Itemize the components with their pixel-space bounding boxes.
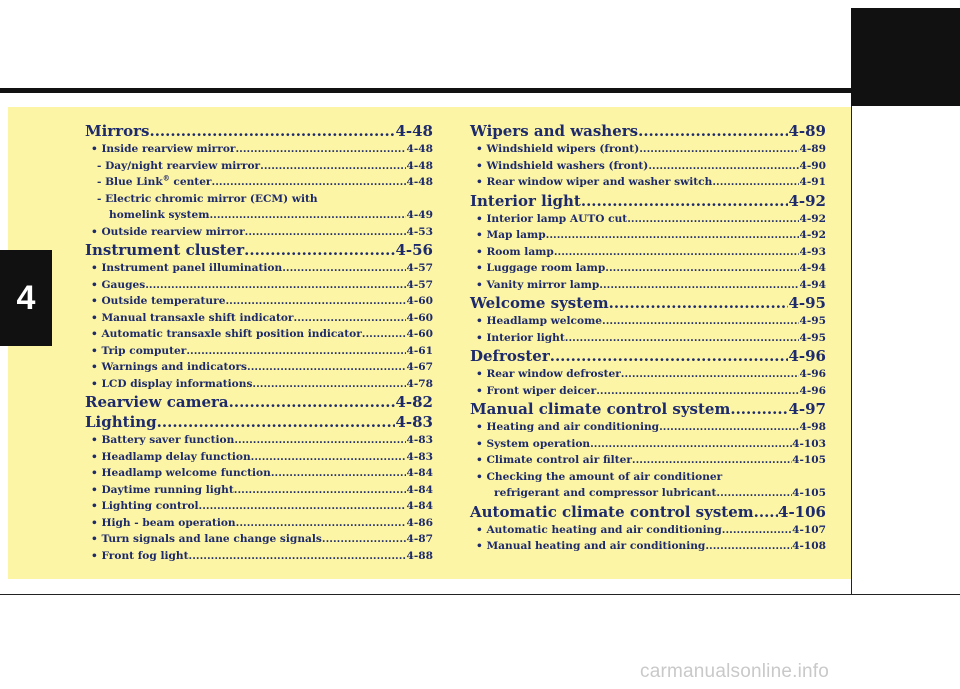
toc-page: 4-108: [792, 540, 826, 552]
toc-label: • Automatic transaxle shift position indicator: [91, 328, 362, 340]
toc-heading-rearview-camera[interactable]: [85, 392, 433, 412]
toc-label: • High - beam operation: [91, 516, 236, 529]
toc-item-warnings[interactable]: [85, 359, 433, 376]
toc-item-electric-chromic[interactable]: - Electric chromic mirror (ECM) with: [97, 192, 318, 205]
toc-label: • Manual transaxle shift indicator: [91, 311, 294, 324]
toc-label: Interior light: [470, 191, 581, 210]
toc-item-manual-shift[interactable]: [85, 310, 433, 327]
toc-page: 4-106: [778, 502, 826, 521]
toc-page: 4-89: [799, 143, 826, 155]
toc-item-lighting-control[interactable]: [85, 498, 433, 515]
toc-item-checking[interactable]: • Checking the amount of air conditioner: [476, 470, 723, 483]
toc-item-room-lamp[interactable]: [470, 244, 826, 261]
toc-label: • Front fog light: [91, 549, 189, 562]
toc-page: 4-78: [406, 377, 433, 390]
right-rule: [851, 106, 852, 595]
toc-page: 4-83: [406, 434, 433, 446]
toc-item-gauges[interactable]: [85, 277, 433, 294]
toc-item-wiper-deicer[interactable]: [470, 383, 826, 400]
toc-label: • Interior light: [476, 331, 565, 344]
toc-item-refrigerant[interactable]: [470, 485, 826, 502]
toc-item-headlamp-delay[interactable]: [85, 449, 433, 466]
toc-label-suffix: center: [169, 176, 212, 188]
toc-page: 4-53: [406, 225, 433, 238]
toc-label: • Trip computer: [91, 344, 187, 357]
toc-page: 4-60: [406, 328, 433, 340]
toc-page: 4-95: [788, 294, 826, 312]
toc-page: 4-83: [406, 450, 433, 463]
toc-label: Lighting: [85, 413, 157, 431]
toc-label: Wipers and washers: [470, 122, 639, 140]
toc-page: 4-48: [406, 159, 433, 172]
toc-page: 4-96: [799, 384, 826, 397]
toc-page: 4-48: [406, 143, 433, 155]
toc-label: • Automatic heating and air conditioning: [476, 523, 722, 536]
toc-heading-auto-climate[interactable]: [470, 502, 826, 522]
toc-page: 4-87: [406, 533, 433, 545]
chapter-number: 4: [16, 278, 36, 317]
toc-label: • Gauges: [91, 278, 146, 291]
toc-item-daytime[interactable]: [85, 482, 433, 499]
toc-item-high-beam[interactable]: [85, 515, 433, 532]
toc-page: 4-61: [406, 344, 433, 357]
toc-item-inside-rearview[interactable]: [85, 141, 433, 158]
watermark-text: carmanualsonline.info: [640, 661, 830, 682]
toc-label: • Map lamp: [476, 229, 546, 241]
toc-label: • Heating and air conditioning: [476, 421, 660, 433]
toc-label: Instrument cluster: [85, 241, 245, 259]
toc-label: • Room lamp: [476, 245, 554, 258]
toc-label: • Rear window defroster: [476, 368, 621, 380]
toc-page: 4-86: [406, 516, 433, 529]
toc-item-heating-ac[interactable]: [470, 419, 826, 436]
toc-item-interior-light-sub[interactable]: [470, 330, 826, 347]
toc-label: Automatic climate control system: [470, 502, 754, 521]
toc-label: • Instrument panel illumination: [91, 262, 283, 274]
toc-page: 4-60: [406, 295, 433, 307]
toc-item-windshield-washers[interactable]: [470, 158, 826, 175]
toc-item-lcd[interactable]: [85, 376, 433, 393]
toc-label: Mirrors: [85, 122, 150, 140]
toc-label: • Outside temperature: [91, 295, 226, 307]
toc-item-battery-saver[interactable]: [85, 432, 433, 449]
toc-page: 4-92: [788, 191, 826, 210]
toc-item-windshield-wipers[interactable]: [470, 141, 826, 158]
toc-label: refrigerant and compressor lubricant: [494, 487, 717, 499]
toc-page: 4-48: [406, 176, 433, 188]
toc-label: • Lighting control: [91, 500, 199, 512]
toc-item-system-operation[interactable]: [470, 436, 826, 453]
toc-page: 4-83: [395, 413, 433, 431]
toc-item-rear-wiper[interactable]: [470, 174, 826, 191]
toc-item-outside-rearview[interactable]: [85, 224, 433, 241]
top-rule: [0, 88, 960, 93]
toc-page: 4-56: [395, 241, 433, 259]
toc-label: • System operation: [476, 437, 591, 450]
toc-left-column: [85, 121, 433, 564]
toc-right-column: [470, 121, 826, 555]
toc-heading-lighting[interactable]: [85, 412, 433, 432]
toc-item-homelink[interactable]: [85, 207, 433, 224]
toc-label: Defroster: [470, 347, 550, 365]
toc-label: • Windshield wipers (front): [476, 143, 640, 155]
toc-page: 4-48: [395, 122, 433, 140]
toc-item-air-filter[interactable]: [470, 452, 826, 469]
toc-label: • Climate control air filter: [476, 454, 632, 466]
toc-heading-defroster[interactable]: [470, 346, 826, 366]
toc-page: 4-84: [406, 483, 433, 496]
toc-page: 4-97: [788, 400, 826, 418]
toc-item-vanity-lamp[interactable]: [470, 277, 826, 294]
toc-label: • Luggage room lamp: [476, 262, 606, 274]
toc-label: • Windshield washers (front): [476, 159, 649, 172]
toc-label: - Blue Link: [97, 176, 163, 188]
toc-item-luggage-lamp[interactable]: [470, 260, 826, 277]
toc-page: 4-105: [792, 454, 826, 466]
toc-page: 4-60: [406, 311, 433, 324]
toc-label: • Rear window wiper and washer switch: [476, 176, 713, 188]
toc-page: 4-95: [799, 315, 826, 327]
toc-item-trip-computer[interactable]: [85, 343, 433, 360]
toc-item-manual-heating[interactable]: [470, 538, 826, 555]
toc-label: • LCD display informations: [91, 377, 253, 390]
toc-item-turn-signals[interactable]: [85, 531, 433, 548]
toc-item-rear-defroster[interactable]: [470, 366, 826, 383]
toc-label: - Day/night rearview mirror: [97, 159, 261, 172]
toc-item-blue-link[interactable]: [85, 174, 433, 191]
toc-page: 4-88: [406, 549, 433, 562]
toc-page: 4-94: [799, 262, 826, 274]
toc-item-outside-temperature[interactable]: [85, 293, 433, 310]
toc-label: • Turn signals and lane change signals: [91, 533, 322, 545]
toc-page: 4-57: [406, 262, 433, 274]
toc-item-map-lamp[interactable]: [470, 227, 826, 244]
toc-page: 4-96: [788, 347, 826, 365]
toc-label: • Interior lamp AUTO cut: [476, 212, 628, 225]
toc-page: 4-84: [406, 467, 433, 479]
toc-page: 4-49: [406, 209, 433, 221]
toc-item-headlamp-welcome-fn[interactable]: [85, 465, 433, 482]
toc-heading-welcome[interactable]: [470, 293, 826, 313]
toc-page: 4-103: [792, 437, 826, 450]
chapter-tab[interactable]: [0, 250, 52, 346]
toc-label: Manual climate control system: [470, 400, 731, 418]
toc-page: 4-98: [799, 421, 826, 433]
toc-page: 4-96: [799, 368, 826, 380]
toc-label: homelink system: [109, 209, 210, 221]
toc-page: 4-90: [799, 159, 826, 172]
toc-label: Welcome system: [470, 294, 609, 312]
toc-item-headlamp-welcome[interactable]: [470, 313, 826, 330]
toc-item-front-fog[interactable]: [85, 548, 433, 565]
toc-page: 4-105: [792, 487, 826, 499]
toc-label: Rearview camera: [85, 393, 229, 411]
toc-page: 4-67: [406, 361, 433, 373]
toc-label: • Front wiper deicer: [476, 384, 597, 397]
toc-label: • Warnings and indicators: [91, 361, 248, 373]
toc-heading-mirrors[interactable]: [85, 121, 433, 141]
toc-label: • Vanity mirror lamp: [476, 278, 600, 291]
toc-heading-interior-light[interactable]: [470, 191, 826, 211]
registered-mark: ®: [162, 173, 170, 183]
toc-page: 4-91: [799, 176, 826, 188]
corner-block: [851, 8, 960, 106]
toc-label: • Headlamp delay function: [91, 450, 251, 463]
toc-page: 4-82: [395, 393, 433, 411]
toc-label: • Inside rearview mirror: [91, 143, 236, 155]
toc-page: 4-89: [788, 122, 826, 140]
toc-page: 4-92: [799, 229, 826, 241]
toc-heading-instrument[interactable]: [85, 240, 433, 260]
toc-label: • Manual heating and air conditioning: [476, 540, 706, 552]
toc-page: 4-93: [799, 245, 826, 258]
toc-heading-wipers[interactable]: [470, 121, 826, 141]
toc-page: 4-107: [792, 523, 826, 536]
toc-page: 4-95: [799, 331, 826, 344]
toc-page: 4-94: [799, 278, 826, 291]
toc-item-day-night[interactable]: [85, 158, 433, 175]
toc-label: • Headlamp welcome function: [91, 467, 271, 479]
toc-heading-manual-climate[interactable]: [470, 399, 826, 419]
toc-item-auto-cut[interactable]: [470, 211, 826, 228]
toc-item-auto-heating[interactable]: [470, 522, 826, 539]
toc-label: • Headlamp welcome: [476, 315, 603, 327]
toc-page: 4-84: [406, 500, 433, 512]
toc-page: 4-92: [799, 212, 826, 225]
toc-item-auto-shift[interactable]: [85, 326, 433, 343]
bottom-rule: [0, 594, 960, 595]
toc-page: 4-57: [406, 278, 433, 291]
toc-label: • Battery saver function: [91, 434, 235, 446]
toc-label: • Outside rearview mirror: [91, 225, 245, 238]
toc-item-panel-illumination[interactable]: [85, 260, 433, 277]
toc-label: • Daytime running light: [91, 483, 234, 496]
